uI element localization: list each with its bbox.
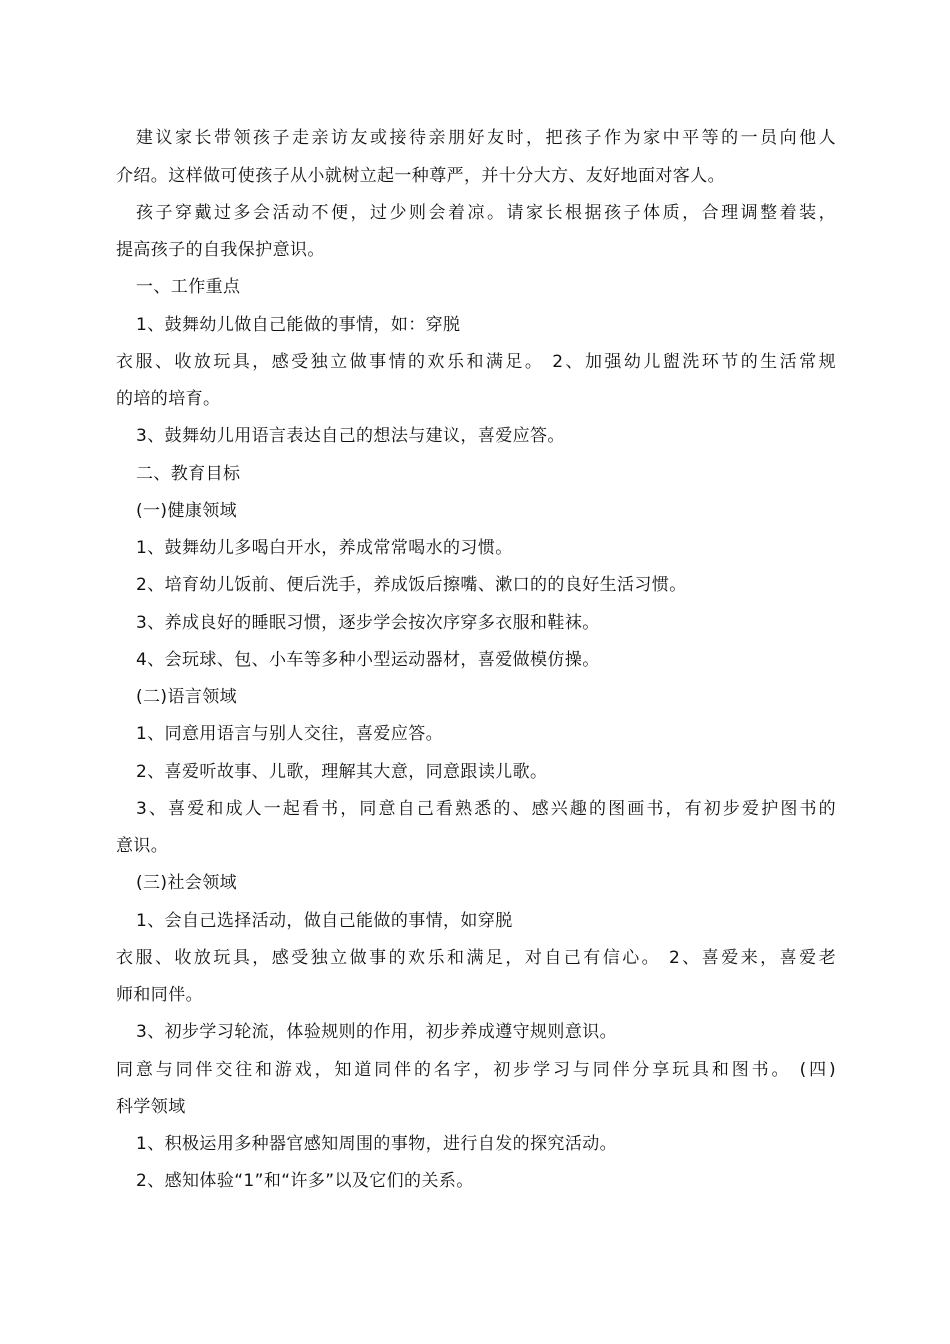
paragraph-line: 同意与同伴交往和游戏，知道同伴的名字，初步学习与同伴分享玩具和图书。 (四) xyxy=(116,1060,836,1080)
subsection-heading: (二)语言领域 xyxy=(136,687,238,707)
paragraph-line: 衣服、收放玩具，感受独立做事的欢乐和满足，对自己有信心。 2、喜爱来，喜爱老 xyxy=(116,948,836,968)
list-item: 2、喜爱听故事、儿歌，理解其大意，同意跟读儿歌。 xyxy=(136,762,548,782)
paragraph-line: 师和同伴。 xyxy=(116,985,203,1005)
list-item: 1、同意用语言与别人交往，喜爱应答。 xyxy=(136,724,444,744)
list-item: 1、积极运用多种器官感知周围的事物，进行自发的探究活动。 xyxy=(136,1134,618,1154)
section-heading: 二、教育目标 xyxy=(136,464,241,484)
list-item: 1、鼓舞幼儿多喝白开水，养成常常喝水的习惯。 xyxy=(136,538,513,558)
list-item: 3、鼓舞幼儿用语言表达自己的想法与建议，喜爱应答。 xyxy=(136,426,565,446)
section-heading: 一、工作重点 xyxy=(136,277,241,297)
list-item: 4、会玩球、包、小车等多种小型运动器材，喜爱做模仿操。 xyxy=(136,650,600,670)
list-item: 2、感知体验“1”和“许多”以及它们的关系。 xyxy=(136,1171,474,1191)
list-item: 3、喜爱和成人一起看书，同意自己看熟悉的、感兴趣的图画书，有初步爱护图书的 xyxy=(136,799,836,819)
list-item: 1、鼓舞幼儿做自己能做的事情，如：穿脱 xyxy=(136,315,461,335)
subsection-heading: (三)社会领域 xyxy=(136,873,238,893)
subsection-heading: 科学领域 xyxy=(116,1097,186,1117)
list-item: 1、会自己选择活动，做自己能做的事情，如穿脱 xyxy=(136,911,513,931)
paragraph-line: 意识。 xyxy=(116,836,169,856)
list-item: 3、养成良好的睡眠习惯，逐步学会按次序穿多衣服和鞋袜。 xyxy=(136,613,600,633)
paragraph-line: 介绍。这样做可使孩子从小就树立起一种尊严，并十分大方、友好地面对客人。 xyxy=(116,166,725,186)
paragraph-line: 衣服、收放玩具，感受独立做事情的欢乐和满足。 2、加强幼儿盥洗环节的生活常规 xyxy=(116,352,836,372)
list-item: 2、培育幼儿饭前、便后洗手，养成饭后擦嘴、漱口的的良好生活习惯。 xyxy=(136,575,687,595)
subsection-heading: (一)健康领域 xyxy=(136,501,238,521)
list-item: 3、初步学习轮流，体验规则的作用，初步养成遵守规则意识。 xyxy=(136,1022,618,1042)
paragraph-line: 孩子穿戴过多会活动不便，过少则会着凉。请家长根据孩子体质，合理调整着装， xyxy=(136,203,836,223)
paragraph-line: 建议家长带领孩子走亲访友或接待亲朋好友时，把孩子作为家中平等的一员向他人 xyxy=(136,128,836,148)
paragraph-line: 提高孩子的自我保护意识。 xyxy=(116,240,325,260)
paragraph-line: 的培的培育。 xyxy=(116,389,221,409)
